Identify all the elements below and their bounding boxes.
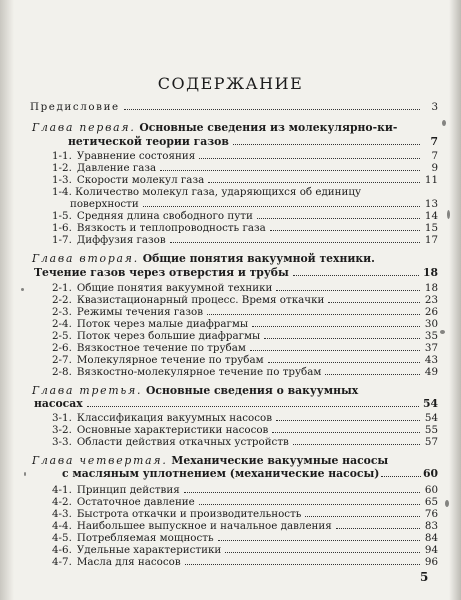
section-title: Общие понятия вакуумной техники bbox=[76, 282, 273, 294]
toc-entry bbox=[52, 342, 438, 354]
toc-entry bbox=[52, 496, 438, 508]
leader-dots bbox=[264, 338, 420, 339]
page-number: 14 bbox=[424, 210, 438, 222]
leader-dots bbox=[336, 528, 420, 529]
section-title: Скорости молекул газа bbox=[76, 174, 205, 186]
page-number: 37 bbox=[424, 342, 438, 354]
section-title: Области действия откачных устройств bbox=[76, 436, 289, 448]
page-number: 54 bbox=[424, 412, 438, 424]
page-number: 43 bbox=[424, 354, 438, 366]
leader-dots bbox=[276, 290, 420, 291]
chapter-1-heading bbox=[32, 121, 397, 134]
leader-dots bbox=[207, 314, 420, 315]
section-number: 1-5. bbox=[52, 210, 72, 222]
page-number: 7 bbox=[431, 150, 438, 162]
toc-entry bbox=[52, 330, 438, 342]
leader-dots bbox=[225, 552, 420, 553]
section-number: 4-5. bbox=[52, 532, 72, 544]
chapter-title-line-2: с масляным уплотнением (механические насосы) bbox=[62, 467, 380, 480]
chapter-title-line-1: Механические вакуумные насосы bbox=[171, 454, 389, 467]
page-number: 3 bbox=[431, 101, 438, 113]
leader-dots bbox=[325, 374, 420, 375]
chapter-1-heading-line-2 bbox=[68, 135, 438, 148]
toc-entry bbox=[52, 234, 438, 246]
toc-entry bbox=[52, 412, 438, 424]
page-number: 13 bbox=[424, 198, 438, 210]
leader-dots bbox=[252, 326, 420, 327]
page-number: 94 bbox=[424, 544, 438, 556]
section-number: 1-7. bbox=[52, 234, 72, 246]
chapter-4-heading bbox=[32, 454, 388, 467]
page-number: 84 bbox=[424, 532, 438, 544]
leader-dots bbox=[293, 444, 420, 445]
toc-entry bbox=[52, 424, 438, 436]
chapter-title-line-1: Основные сведения о вакуумных bbox=[146, 384, 359, 397]
chapter-3-heading bbox=[32, 384, 358, 397]
chapter-title-line-2: нетической теории газов bbox=[68, 135, 229, 148]
section-title: Остаточное давление bbox=[76, 496, 195, 508]
toc-entry bbox=[52, 436, 438, 448]
toc-entry-multiline bbox=[52, 186, 361, 198]
scan-speck bbox=[445, 500, 449, 507]
section-title: Молекулярное течение по трубам bbox=[76, 354, 264, 366]
page-number: 83 bbox=[424, 520, 438, 532]
section-number: 2-7. bbox=[52, 354, 72, 366]
chapter-4-heading-line-2 bbox=[62, 467, 438, 480]
toc-entry bbox=[52, 556, 438, 568]
section-title: Масла для насосов bbox=[76, 556, 181, 568]
page-number: 60 bbox=[422, 467, 438, 480]
page-number: 65 bbox=[424, 496, 438, 508]
page-footer-number: 5 bbox=[420, 570, 429, 584]
leader-dots bbox=[268, 362, 420, 363]
chapter-title-line-1: Общие понятия вакуумной техники. bbox=[142, 252, 375, 265]
page-number: 23 bbox=[424, 294, 438, 306]
page-number: 55 bbox=[424, 424, 438, 436]
page-number: 15 bbox=[424, 222, 438, 234]
chapter-label: Глава третья. bbox=[32, 384, 143, 397]
page-number: 35 bbox=[424, 330, 438, 342]
section-title: Режимы течения газов bbox=[76, 306, 204, 318]
leader-dots bbox=[184, 492, 420, 493]
leader-dots bbox=[233, 144, 420, 145]
section-title: Диффузия газов bbox=[76, 234, 166, 246]
section-number: 1-1. bbox=[52, 150, 72, 162]
chapter-2-heading-line-2 bbox=[34, 266, 438, 279]
chapter-title-line-2: Течение газов через отверстия и трубы bbox=[34, 266, 289, 279]
section-title: Потребляемая мощность bbox=[76, 532, 214, 544]
section-number: 1-6. bbox=[52, 222, 72, 234]
page-number: 7 bbox=[430, 135, 438, 148]
page-number: 17 bbox=[424, 234, 438, 246]
toc-entry bbox=[52, 354, 438, 366]
toc-entry-preface bbox=[30, 101, 438, 113]
toc-entry-continuation bbox=[70, 198, 438, 210]
section-number: 1-4. bbox=[52, 186, 72, 198]
section-number: 4-6. bbox=[52, 544, 72, 556]
leader-dots bbox=[270, 230, 420, 231]
page-number: 49 bbox=[424, 366, 438, 378]
scan-speck bbox=[442, 120, 446, 126]
toc-entry bbox=[52, 294, 438, 306]
section-number: 4-2. bbox=[52, 496, 72, 508]
chapter-label: Глава первая. bbox=[32, 121, 136, 134]
toc-entry bbox=[52, 366, 438, 378]
section-number: 2-8. bbox=[52, 366, 72, 378]
leader-dots bbox=[293, 275, 419, 276]
leader-dots bbox=[124, 109, 420, 110]
section-number: 3-2. bbox=[52, 424, 72, 436]
section-title: Вязкостно-молекулярное течение по трубам bbox=[76, 366, 322, 378]
section-title: Удельные характеристики bbox=[76, 544, 222, 556]
section-number: 2-1. bbox=[52, 282, 72, 294]
toc-entry bbox=[52, 306, 438, 318]
page-number: 57 bbox=[424, 436, 438, 448]
leader-dots bbox=[257, 218, 420, 219]
toc-title: СОДЕРЖАНИЕ bbox=[157, 74, 304, 93]
chapter-label: Глава вторая. bbox=[32, 252, 139, 265]
toc-entry bbox=[52, 318, 438, 330]
section-title: Уравнение состояния bbox=[76, 150, 196, 162]
leader-dots bbox=[218, 540, 420, 541]
leader-dots bbox=[199, 504, 420, 505]
section-title: Средняя длина свободного пути bbox=[76, 210, 253, 222]
section-number: 2-6. bbox=[52, 342, 72, 354]
section-number: 3-1. bbox=[52, 412, 72, 424]
page-number: 18 bbox=[424, 282, 438, 294]
section-number: 2-4. bbox=[52, 318, 72, 330]
page-number: 18 bbox=[422, 266, 438, 279]
section-number: 3-3. bbox=[52, 436, 72, 448]
section-title: Вязкость и теплопроводность газа bbox=[76, 222, 266, 234]
section-title-continuation: поверхности bbox=[70, 198, 139, 210]
section-number: 4-1. bbox=[52, 484, 72, 496]
page-number: 26 bbox=[424, 306, 438, 318]
chapter-label: Глава четвертая. bbox=[32, 454, 168, 467]
toc-entry bbox=[52, 162, 438, 174]
page-number: 54 bbox=[422, 397, 438, 410]
section-title: Основные характеристики насосов bbox=[76, 424, 269, 436]
toc-entry bbox=[52, 210, 438, 222]
section-title: Давление газа bbox=[76, 162, 157, 174]
section-title: Принцип действия bbox=[76, 484, 180, 496]
toc-entry bbox=[52, 508, 438, 520]
leader-dots bbox=[276, 420, 420, 421]
section-title: Количество молекул газа, ударяющихся об единицу bbox=[75, 186, 362, 198]
section-title: Поток через малые диафрагмы bbox=[76, 318, 249, 330]
toc-entry bbox=[52, 150, 438, 162]
toc-entry bbox=[52, 520, 438, 532]
section-number: 2-3. bbox=[52, 306, 72, 318]
leader-dots bbox=[272, 432, 420, 433]
toc-entry bbox=[52, 174, 438, 186]
section-number: 1-2. bbox=[52, 162, 72, 174]
section-number: 2-5. bbox=[52, 330, 72, 342]
page-number: 60 bbox=[424, 484, 438, 496]
scan-speck bbox=[24, 472, 26, 476]
scan-speck bbox=[440, 330, 445, 334]
toc-entry bbox=[52, 544, 438, 556]
scan-speck bbox=[21, 288, 24, 291]
page-number: 9 bbox=[431, 162, 438, 174]
section-title: Наибольшее выпускное и начальное давления bbox=[76, 520, 332, 532]
toc-entry bbox=[52, 282, 438, 294]
leader-dots bbox=[170, 242, 420, 243]
chapter-3-heading-line-2 bbox=[34, 397, 438, 410]
leader-dots bbox=[160, 170, 420, 171]
chapter-2-heading bbox=[32, 252, 375, 265]
page-number: 76 bbox=[424, 508, 438, 520]
section-title: Быстрота откачки и производительность bbox=[76, 508, 302, 520]
leader-dots bbox=[250, 350, 420, 351]
section-number: 4-3. bbox=[52, 508, 72, 520]
section-title: Поток через большие диафрагмы bbox=[76, 330, 261, 342]
chapter-title-line-2: насосах bbox=[34, 397, 83, 410]
leader-dots bbox=[381, 476, 421, 477]
toc-entry bbox=[52, 532, 438, 544]
chapter-title-line-1: Основные сведения из молекулярно-ки- bbox=[139, 121, 398, 134]
section-title: Квазистационарный процесс. Время откачки bbox=[76, 294, 325, 306]
section-number: 4-4. bbox=[52, 520, 72, 532]
section-title: Вязкостное течение по трубам bbox=[76, 342, 246, 354]
leader-dots bbox=[199, 158, 420, 159]
leader-dots bbox=[185, 564, 420, 565]
section-number: 1-3. bbox=[52, 174, 72, 186]
leader-dots bbox=[143, 206, 420, 207]
preface-label: Предисловие bbox=[30, 101, 120, 113]
section-title: Классификация вакуумных насосов bbox=[76, 412, 273, 424]
scan-speck bbox=[447, 210, 450, 219]
toc-entry bbox=[52, 484, 438, 496]
page-number: 11 bbox=[424, 174, 438, 186]
toc-entry bbox=[52, 222, 438, 234]
leader-dots bbox=[328, 302, 420, 303]
leader-dots bbox=[208, 182, 420, 183]
page-number: 30 bbox=[424, 318, 438, 330]
leader-dots bbox=[305, 516, 420, 517]
leader-dots bbox=[87, 406, 419, 407]
section-number: 4-7. bbox=[52, 556, 72, 568]
section-number: 2-2. bbox=[52, 294, 72, 306]
page-number: 96 bbox=[424, 556, 438, 568]
